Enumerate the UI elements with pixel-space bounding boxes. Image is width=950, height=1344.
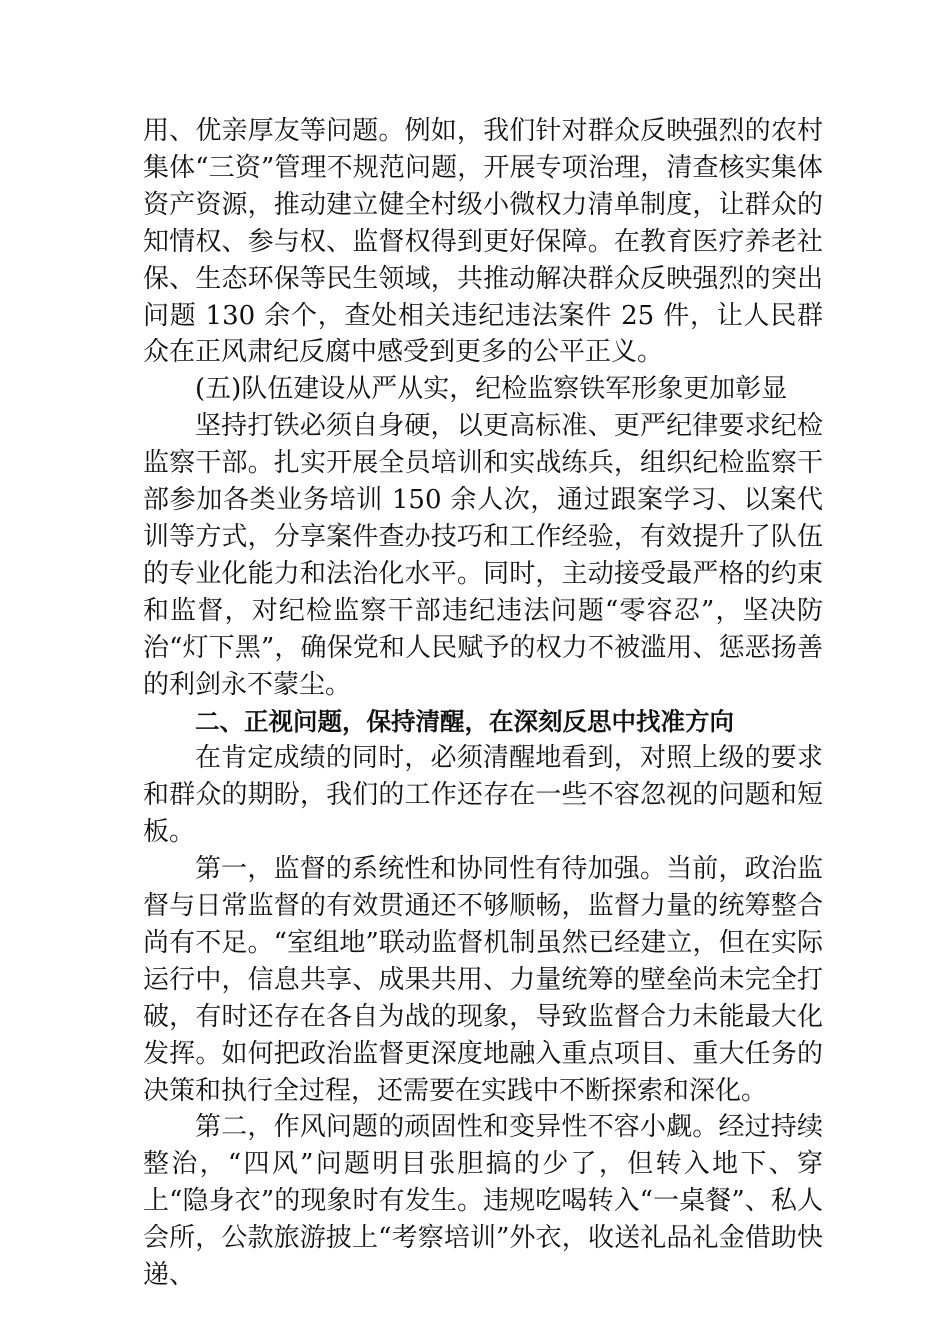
document-body	[143, 113, 823, 1294]
subheading-team-building: (五)队伍建设从严从实，纪检监察铁军形象更加彰显	[195, 374, 788, 405]
paragraph-problem-two: 第二，作风问题的顽固性和变异性不容小觑。经过持续整治，“四风”问题明目张胆搞的少了，但转入地下、穿上“隐身衣”的现象时有发生。违规吃喝转入“一桌餐”、私人会所，公款旅游披上“考察培训”外衣，收送礼品礼金借助快递、	[143, 1112, 823, 1291]
paragraph-problem-one: 第一，监督的系统性和协同性有待加强。当前，政治监督与日常监督的有效贯通还不够顺畅，监督力量的统筹整合尚有不足。“室组地”联动监督机制虽然已经建立，但在实际运行中，信息共享、成果共用、力量统筹的壁垒尚未完全打破，有时还存在各自为战的现象，导致监督合力未能最大化发挥。如何把政治监督更深度地融入重点项目、重大任务的决策和执行全过程，还需要在实践中不断探索和深化。	[143, 854, 823, 1106]
paragraph-rural-assets: 用、优亲厚友等问题。例如，我们针对群众反映强烈的农村集体“三资”管理不规范问题，开展专项治理，清查核实集体资产资源，推动建立健全村级小微权力清单制度，让群众的知情权、参与权、监督权得到更好保障。在教育医疗养老社保、生态环保等民生领域，共推动解决群众反映强烈的突出问题 130 余个，查处相关违纪违法案件 25 件，让人民群众在正风肃纪反腐中感受到更多的公平正义。	[143, 116, 823, 368]
paragraph-problems-intro: 在肯定成绩的同时，必须清醒地看到，对照上级的要求和群众的期盼，我们的工作还存在一些不容忽视的问题和短板。	[143, 743, 823, 848]
paragraph-team-building: 坚持打铁必须自身硬，以更高标准、更严纪律要求纪检监察干部。扎实开展全员培训和实战练兵，组织纪检监察干部参加各类业务培训 150 余人次，通过跟案学习、以案代训等方式，分享案件查办技巧和工作经验，有效提升了队伍的专业化能力和法治化水平。同时，主动接受最严格的约束和监督，对纪检监察干部违纪违法问题“零容忍”，坚决防治“灯下黑”，确保党和人民赋予的权力不被滥用、惩恶扬善的利剑永不蒙尘。	[143, 411, 823, 700]
section-heading-problems: 二、正视问题，保持清醒，在深刻反思中找准方向	[195, 706, 734, 736]
